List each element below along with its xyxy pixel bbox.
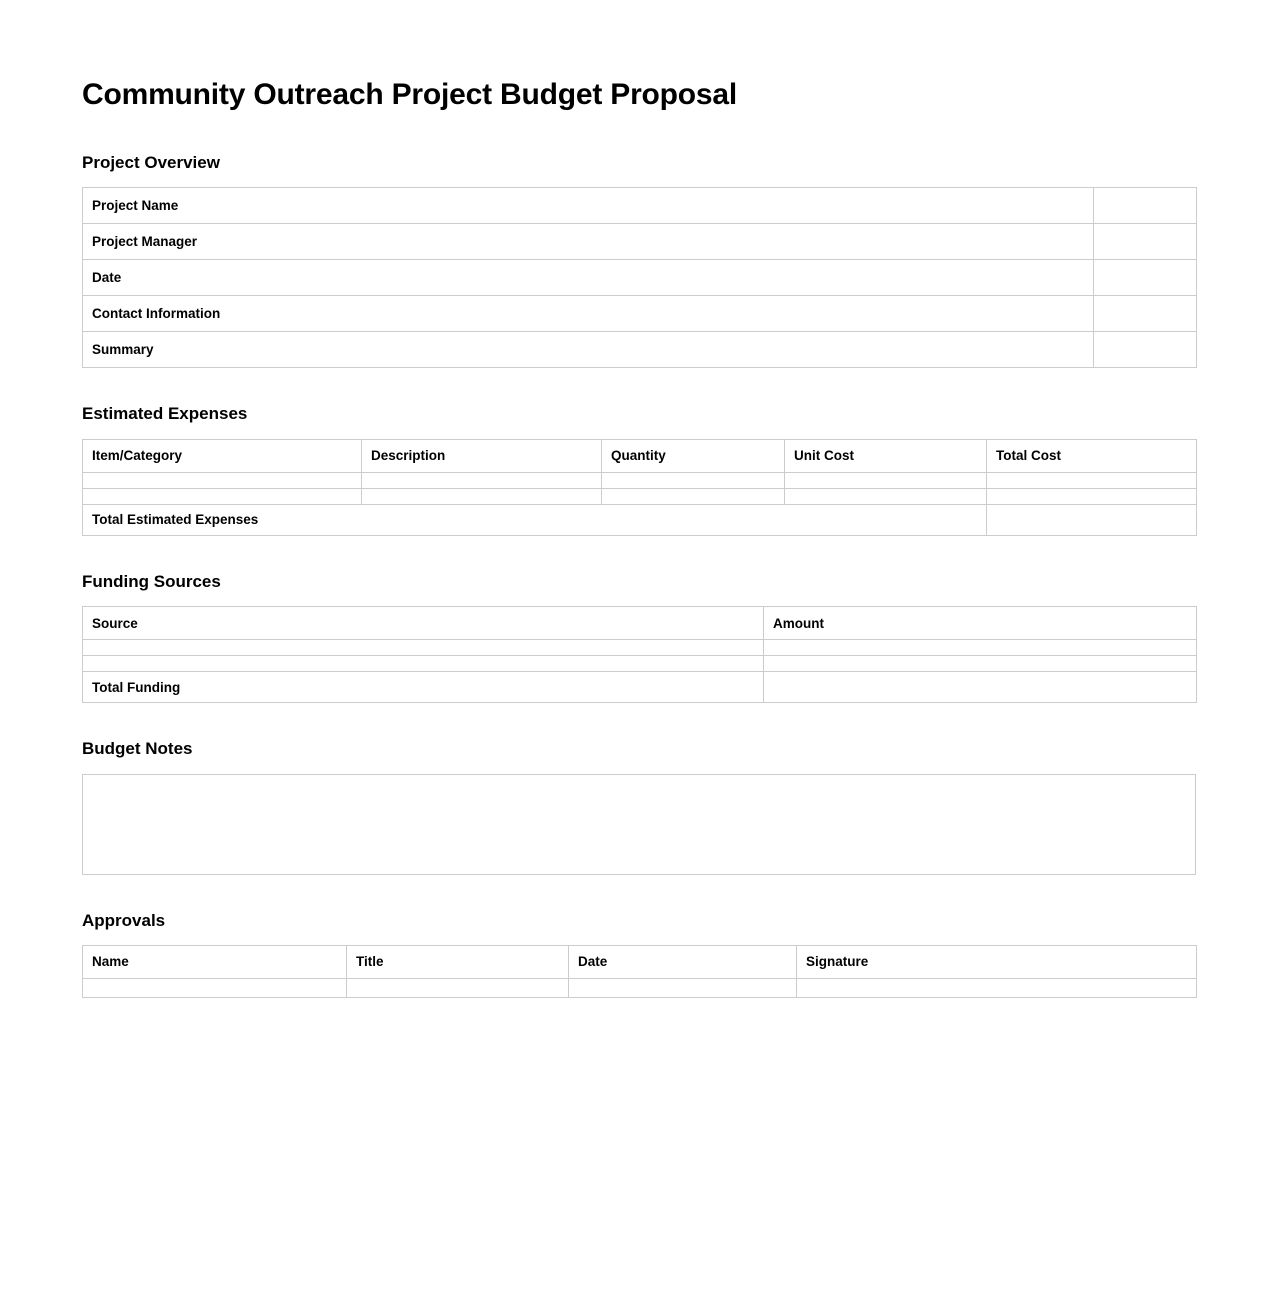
overview-value-date[interactable] bbox=[1094, 260, 1197, 296]
section-heading-approvals: Approvals bbox=[82, 910, 166, 930]
funding-column-source: Source bbox=[83, 607, 764, 640]
table-row bbox=[83, 188, 1197, 224]
overview-value-contact-information[interactable] bbox=[1094, 296, 1197, 332]
expenses-column-description: Description bbox=[362, 439, 602, 472]
table-row bbox=[83, 296, 1197, 332]
section-heading-budget-notes: Budget Notes bbox=[82, 739, 193, 759]
expenses-column-unit-cost: Unit Cost bbox=[785, 439, 987, 472]
table-row bbox=[83, 332, 1197, 368]
expenses-cell[interactable] bbox=[362, 488, 602, 504]
table-row bbox=[83, 260, 1197, 296]
approvals-column-title: Title bbox=[347, 945, 569, 978]
expenses-cell[interactable] bbox=[785, 472, 987, 488]
overview-value-summary[interactable] bbox=[1094, 332, 1197, 368]
section-heading-estimated-expenses: Estimated Expenses bbox=[82, 404, 248, 424]
expenses-cell[interactable] bbox=[987, 488, 1197, 504]
approvals-column-name: Name bbox=[83, 945, 347, 978]
expenses-cell[interactable] bbox=[602, 472, 785, 488]
funding-cell[interactable] bbox=[764, 640, 1197, 656]
table-row bbox=[83, 656, 1197, 672]
table-row bbox=[83, 488, 1197, 504]
approvals-cell[interactable] bbox=[83, 978, 347, 997]
table-header-row bbox=[83, 439, 1197, 472]
table-row bbox=[83, 640, 1197, 656]
section-project-overview bbox=[82, 153, 1196, 368]
section-estimated-expenses bbox=[82, 404, 1196, 535]
table-row bbox=[83, 978, 1197, 997]
expenses-column-quantity: Quantity bbox=[602, 439, 785, 472]
table-row bbox=[83, 224, 1197, 260]
section-approvals bbox=[82, 911, 1196, 998]
expenses-column-item-category: Item/Category bbox=[83, 439, 362, 472]
section-heading-funding-sources: Funding Sources bbox=[82, 571, 221, 591]
table-header-row bbox=[83, 607, 1197, 640]
expenses-total-label: Total Estimated Expenses bbox=[83, 504, 987, 535]
funding-total-value[interactable] bbox=[764, 672, 1197, 703]
approvals-cell[interactable] bbox=[347, 978, 569, 997]
funding-column-amount: Amount bbox=[764, 607, 1197, 640]
expenses-total-value[interactable] bbox=[987, 504, 1197, 535]
overview-value-project-name[interactable] bbox=[1094, 188, 1197, 224]
overview-label-project-manager: Project Manager bbox=[83, 224, 1094, 260]
section-budget-notes bbox=[82, 739, 1196, 874]
funding-cell[interactable] bbox=[764, 656, 1197, 672]
overview-label-summary: Summary bbox=[83, 332, 1094, 368]
expenses-column-total-cost: Total Cost bbox=[987, 439, 1197, 472]
expenses-cell[interactable] bbox=[362, 472, 602, 488]
section-heading-project-overview: Project Overview bbox=[82, 153, 220, 172]
approvals-column-signature: Signature bbox=[797, 945, 1197, 978]
page-title: Community Outreach Project Budget Proposal bbox=[82, 78, 738, 111]
table-row bbox=[83, 472, 1197, 488]
table-total-row bbox=[83, 504, 1197, 535]
overview-label-contact-information: Contact Information bbox=[83, 296, 1094, 332]
approvals-cell[interactable] bbox=[797, 978, 1197, 997]
expenses-cell[interactable] bbox=[785, 488, 987, 504]
overview-value-project-manager[interactable] bbox=[1094, 224, 1197, 260]
approvals-column-date: Date bbox=[569, 945, 797, 978]
funding-cell[interactable] bbox=[83, 656, 764, 672]
project-overview-table bbox=[82, 187, 1197, 368]
expenses-cell[interactable] bbox=[83, 472, 362, 488]
budget-notes-input[interactable] bbox=[82, 774, 1196, 875]
table-total-row bbox=[83, 672, 1197, 703]
table-header-row bbox=[83, 945, 1197, 978]
funding-sources-table bbox=[82, 606, 1197, 703]
expenses-cell[interactable] bbox=[83, 488, 362, 504]
overview-label-project-name: Project Name bbox=[83, 188, 1094, 224]
estimated-expenses-table bbox=[82, 439, 1197, 536]
approvals-table bbox=[82, 945, 1197, 998]
expenses-cell[interactable] bbox=[602, 488, 785, 504]
funding-cell[interactable] bbox=[83, 640, 764, 656]
funding-total-label: Total Funding bbox=[83, 672, 764, 703]
section-funding-sources bbox=[82, 572, 1196, 703]
expenses-cell[interactable] bbox=[987, 472, 1197, 488]
overview-label-date: Date bbox=[83, 260, 1094, 296]
approvals-cell[interactable] bbox=[569, 978, 797, 997]
